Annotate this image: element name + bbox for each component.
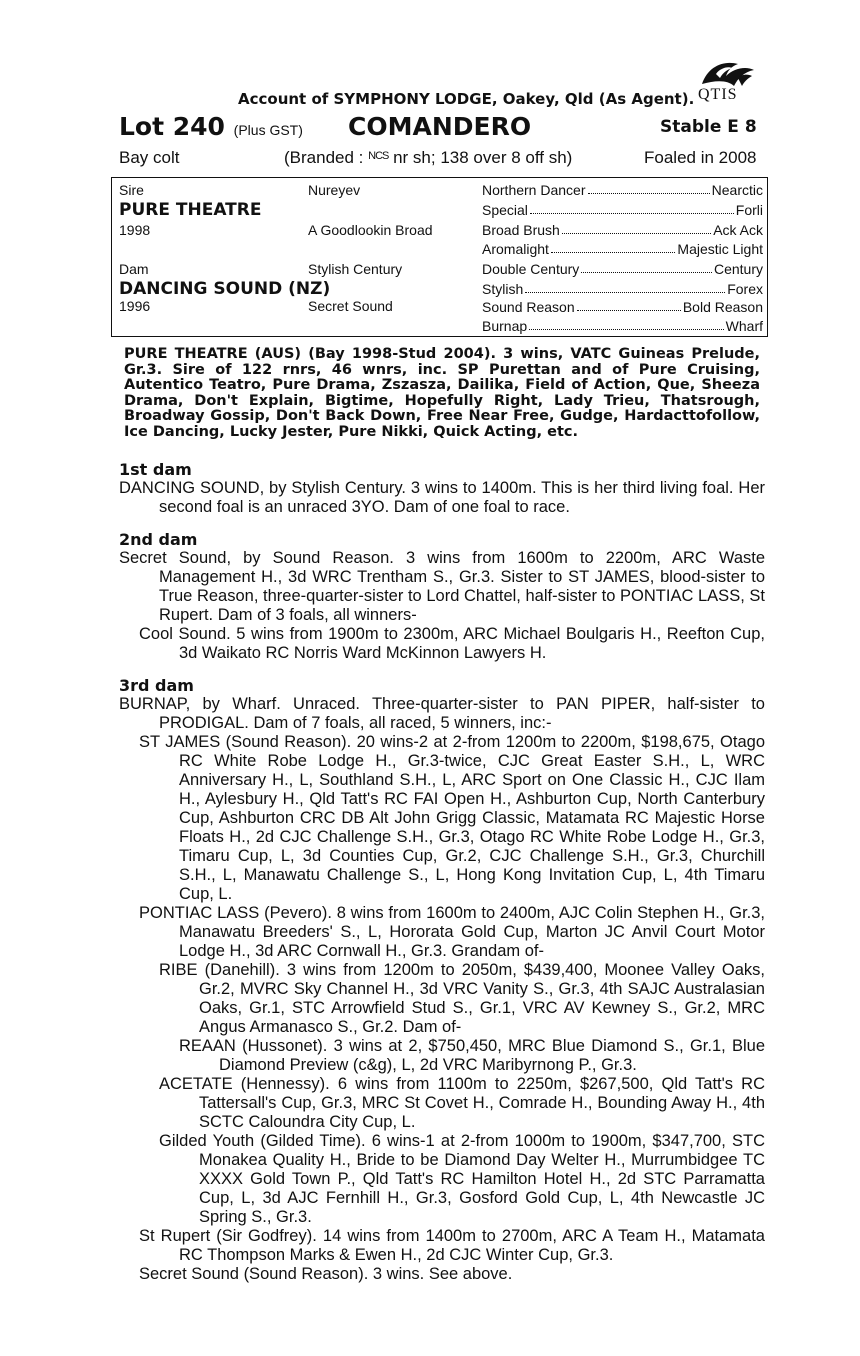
progeny-entry: Secret Sound (Sound Reason). 3 wins. See above.: [139, 1265, 513, 1283]
dam-name: DANCING SOUND (NZ): [119, 279, 331, 299]
sire-year: 1998: [119, 222, 151, 238]
sire-label: Sire: [119, 182, 144, 198]
third-dam-section: [119, 676, 765, 1284]
lot-note: (Plus GST): [233, 122, 303, 138]
pedigree-g3-row: Aromalight Majestic Light: [482, 241, 763, 257]
pedigree-table: [111, 177, 768, 337]
pedigree-g3-row: Sound Reason Bold Reason: [482, 299, 763, 315]
pedigree-g3-row: Stylish Forex: [482, 281, 763, 297]
second-dam-section: [119, 530, 765, 663]
second-dam-heading: 2nd dam: [119, 530, 198, 549]
dam-year: 1996: [119, 298, 151, 314]
sire-dam: A Goodlookin Broad: [308, 222, 433, 238]
dam-dam: Secret Sound: [308, 298, 393, 314]
brand-info: (Branded : $^{NCS}$ nr sh; 138 over 8 off sh): [284, 148, 573, 167]
progeny-entry: REAAN (Hussonet). 3 wins at 2, $750,450, MRC Blue Diamond S., Gr.1, Blue Diamond Preview (c&g), L, 2d VRC Maribyrnong P., Gr.3.: [179, 1037, 765, 1074]
logo-text: QTIS: [698, 86, 738, 103]
stable-location: Stable E 8: [660, 117, 757, 137]
horse-name: COMANDERO: [348, 112, 532, 141]
progeny-entry: ST JAMES (Sound Reason). 20 wins-2 at 2-from 1200m to 2200m, $198,675, Otago RC White Robe Lodge H., Gr.3-twice, CJC Great Easter S.H., L, WRC Anniversary H., L, Southland S.H., L, ARC Sport on One Classic H., CJC Ilam H., Aylesbury H., Qld Tatt's RC FAI Open H., Ashburton Cup, North Canterbury Cup, Ashburton CRC DB Alt John Grigg Classic, Matamata RC Majestic Horse Floats H., 2d CJC Challenge S.H., Gr.3, Otago RC White Robe Lodge H., Gr.3, Timaru Cup, L, 3d Counties Cup, Gr.2, CJC Challenge S.H., Gr.3, Churchill S.H., L, Manawatu Challenge S., L, Hong Kong Invitation Cup, L, 4th Timaru Cup, L.: [139, 733, 765, 903]
first-dam-text: DANCING SOUND, by Stylish Century. 3 wins to 1400m. This is her third living foal. Her second foal is an unraced 3YO. Dam of one foal to race.: [119, 479, 765, 516]
progeny-entry: St Rupert (Sir Godfrey). 14 wins from 1400m to 2700m, ARC A Team H., Matamata RC Thompson Marks & Ewen H., 2d CJC Winter Cup, Gr.3.: [139, 1227, 765, 1264]
sire-name: PURE THEATRE: [119, 200, 262, 220]
account-line: Account of SYMPHONY LODGE, Oakey, Qld (As Agent).: [238, 90, 695, 108]
pedigree-g3-row: Broad Brush Ack Ack: [482, 222, 763, 238]
dam-sire: Stylish Century: [308, 261, 403, 277]
progeny-entry: ACETATE (Hennessy). 6 wins from 1100m to 2250m, $267,500, Qld Tatt's RC Tattersall's Cup, Gr.3, MRC St Covet H., Comrade H., Bounding Away H., 4th SCTC Caloundra City Cup, L.: [159, 1075, 765, 1131]
horse-sex-colour: Bay colt: [119, 148, 180, 167]
third-dam-heading: 3rd dam: [119, 676, 194, 695]
progeny-entry: Gilded Youth (Gilded Time). 6 wins-1 at 2-from 1000m to 1900m, $347,700, STC Monakea Quality H., Bride to be Diamond Day Welter H., Murrumbidgee TC XXXX Gold Town P., Qld Tatt's RC Hamilton Hotel H., 2d STC Parramatta Cup, L, 3d AJC Fernhill H., Gr.3, Gosford Gold Cup, L, 4th Newcastle JC Spring S., Gr.3.: [159, 1132, 765, 1226]
second-dam-text: Secret Sound, by Sound Reason. 3 wins from 1600m to 2200m, ARC Waste Management H., 3d WRC Trentham S., Gr.3. Sister to ST JAMES, blood-sister to True Reason, three-quarter-sister to Lord Chattel, half-sister to PONTIAC LASS, St Rupert. Dam of 3 foals, all winners-: [119, 549, 765, 624]
progeny-entry: RIBE (Danehill). 3 wins from 1200m to 2050m, $439,400, Moonee Valley Oaks, Gr.2, MVRC Sky Channel H., 3d VRC Vanity S., Gr.3, 4th SAJC Australasian Oaks, Gr.1, STC Arrowfield Stud S., Gr.1, VRC AV Kewney S., Gr.2, MRC Angus Armanasco S., Gr.2. Dam of-: [159, 961, 765, 1036]
brand-mark: NCS: [368, 150, 389, 162]
pedigree-g3-row: Burnap Wharf: [482, 318, 763, 334]
pedigree-g3-row: Northern Dancer Nearctic: [482, 182, 763, 198]
sire-sire: Nureyev: [308, 182, 361, 198]
second-dam-progeny: Cool Sound. 5 wins from 1900m to 2300m, ARC Michael Boulgaris H., Reefton Cup, 3d Waikato RC Norris Ward McKinnon Lawyers H.: [139, 625, 765, 662]
first-dam-section: [119, 460, 765, 517]
dam-label: Dam: [119, 261, 149, 277]
sire-summary: PURE THEATRE (AUS) (Bay 1998-Stud 2004). 3 wins, VATC Guineas Prelude, Gr.3. Sire of 122 rnrs, 46 wnrs, inc. SP Purettan and of Pure Cruising, Autentico Teatro, Pure Drama, Zszasza, Dailika, Field of Action, Que, Sheeza Drama, Don't Explain, Bigtime, Hopefully Right, Lady Trieu, Thatsrough, Broadway Gossip, Don't Back Down, Free Near Free, Gudge, Hardacttofollow, Ice Dancing, Lucky Jester, Pure Nikki, Quick Acting, etc.: [124, 346, 760, 440]
progeny-entry: PONTIAC LASS (Pevero). 8 wins from 1600m to 2400m, AJC Colin Stephen H., Gr.3, Manawatu Breeders' S., L, Hororata Gold Cup, Marton JC Anvil Court Motor Lodge H., 3d ARC Cornwall H., Gr.3. Grandam of-: [139, 904, 765, 960]
lot-number: Lot 240 (Plus GST): [119, 112, 303, 141]
pedigree-g3-row: Special Forli: [482, 202, 763, 218]
third-dam-text: BURNAP, by Wharf. Unraced. Three-quarter-sister to PAN PIPER, half-sister to PRODIGAL. Dam of 7 foals, all raced, 5 winners, inc:-: [119, 695, 765, 732]
pedigree-g3-row: Double Century Century: [482, 261, 763, 277]
first-dam-heading: 1st dam: [119, 460, 192, 479]
foaled-year: Foaled in 2008: [644, 148, 757, 167]
